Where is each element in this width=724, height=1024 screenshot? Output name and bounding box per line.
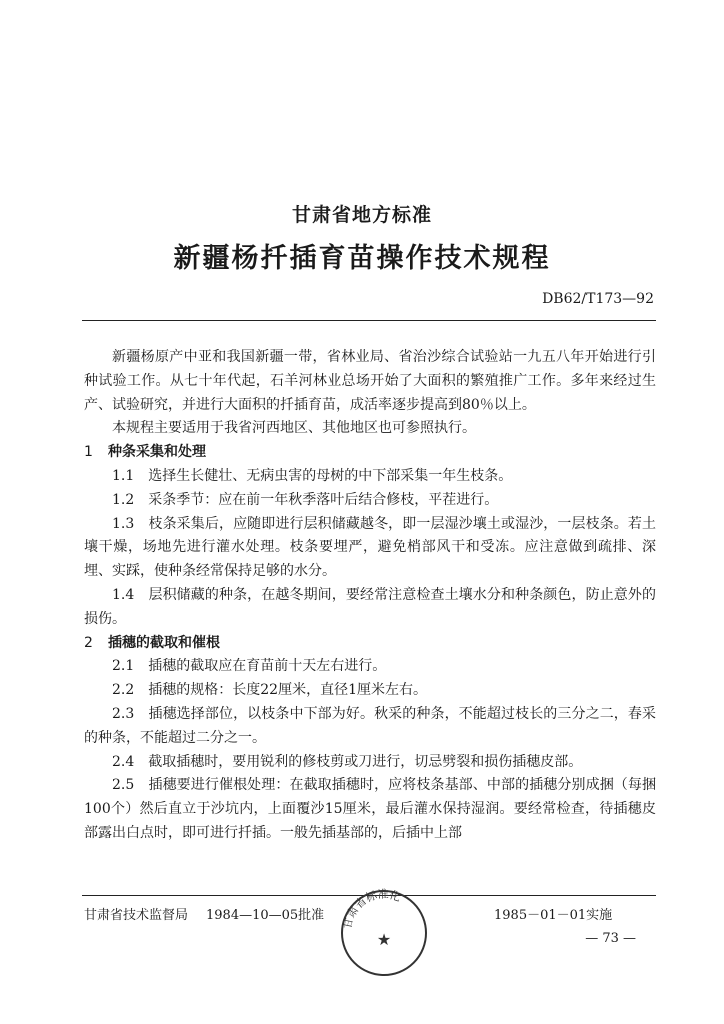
approval-date: 1984—10—05批准 xyxy=(206,908,325,923)
section-number: 1 xyxy=(84,444,93,461)
intro-paragraph: 新疆杨原产中亚和我国新疆一带，省林业局、省治沙综合试验站一九五八年开始进行引种试验工作。从七十年代起，石羊河林业总场开始了大面积的繁殖推广工作。多年来经过生产、试验研究，并进行大面积的扦插育苗，成活率逐步提高到80％以上。 xyxy=(84,349,656,413)
clause-2-1: 2.1 插穗的截取应在育苗前十天左右进行。 xyxy=(112,658,387,675)
implementation-date: 1985－01－01实施 xyxy=(494,908,613,923)
document-body xyxy=(84,346,656,846)
official-seal-stamp xyxy=(338,887,430,979)
clause-2-2: 2.2 插穗的规格：长度22厘米，直径1厘米左右。 xyxy=(112,682,427,699)
seal-text: 甘肃省标准化 xyxy=(340,887,403,931)
clause-1-3: 1.3 枝条采集后，应随即进行层积储藏越冬，即一层湿沙壤土或湿沙，一层枝条。若土壤干燥，场地先进行灌水处理。枝条要埋严，避免梢部风干和受冻。应注意做到疏排、深埋、实踩，使种条经常保持足够的水分。 xyxy=(84,515,656,580)
section-title: 插穗的截取和催根 xyxy=(108,634,220,651)
document-title: 新疆杨扦插育苗操作技术规程 xyxy=(173,243,551,274)
page-number: — 73 — xyxy=(585,931,636,946)
section-title: 种条采集和处理 xyxy=(108,444,206,461)
footer-issuer-line xyxy=(84,904,324,923)
issuing-authority: 甘肃省技术监督局 xyxy=(84,908,189,923)
clause-2-3: 2.3 插穗选择部位，以枝条中下部为好。秋采的种条，不能超过枝长的三分之二，春采的种条，不能超过二分之一。 xyxy=(84,705,656,746)
section-number: 2 xyxy=(84,634,93,651)
standard-category: 甘肃省地方标准 xyxy=(291,204,432,226)
clause-1-4: 1.4 层积储藏的种条，在越冬期间，要经常注意检查土壤水分和种条颜色，防止意外的损伤。 xyxy=(84,586,656,627)
clause-1-2: 1.2 采条季节：应在前一年秋季落叶后结合修枝，平茬进行。 xyxy=(112,491,499,508)
clause-2-4: 2.4 截取插穗时，要用锐利的修枝剪或刀进行，切忌劈裂和损伤插穗皮部。 xyxy=(112,753,583,770)
svg-text:★: ★ xyxy=(376,930,392,949)
clause-2-5: 2.5 插穗要进行催根处理：在截取插穗时，应将枝条基部、中部的插穗分别成捆（每捆100个）然后直立于沙坑内，上面覆沙15厘米，最后灌水保持湿润。要经常检查，待插穗皮部露出白点时，即可进行扦插。一般先插基部的，后插中上部 xyxy=(84,777,656,841)
header-divider xyxy=(82,320,656,321)
standard-number: DB62/T173—92 xyxy=(542,291,654,307)
clause-1-1: 1.1 选择生长健壮、无病虫害的母树的中下部采集一年生枝条。 xyxy=(112,467,513,484)
section-heading xyxy=(84,441,656,465)
svg-text:甘肃省标准化 xyxy=(340,887,403,930)
scope-paragraph: 本规程主要适用于我省河西地区、其他地区也可参照执行。 xyxy=(112,420,476,437)
section-heading xyxy=(84,632,656,656)
